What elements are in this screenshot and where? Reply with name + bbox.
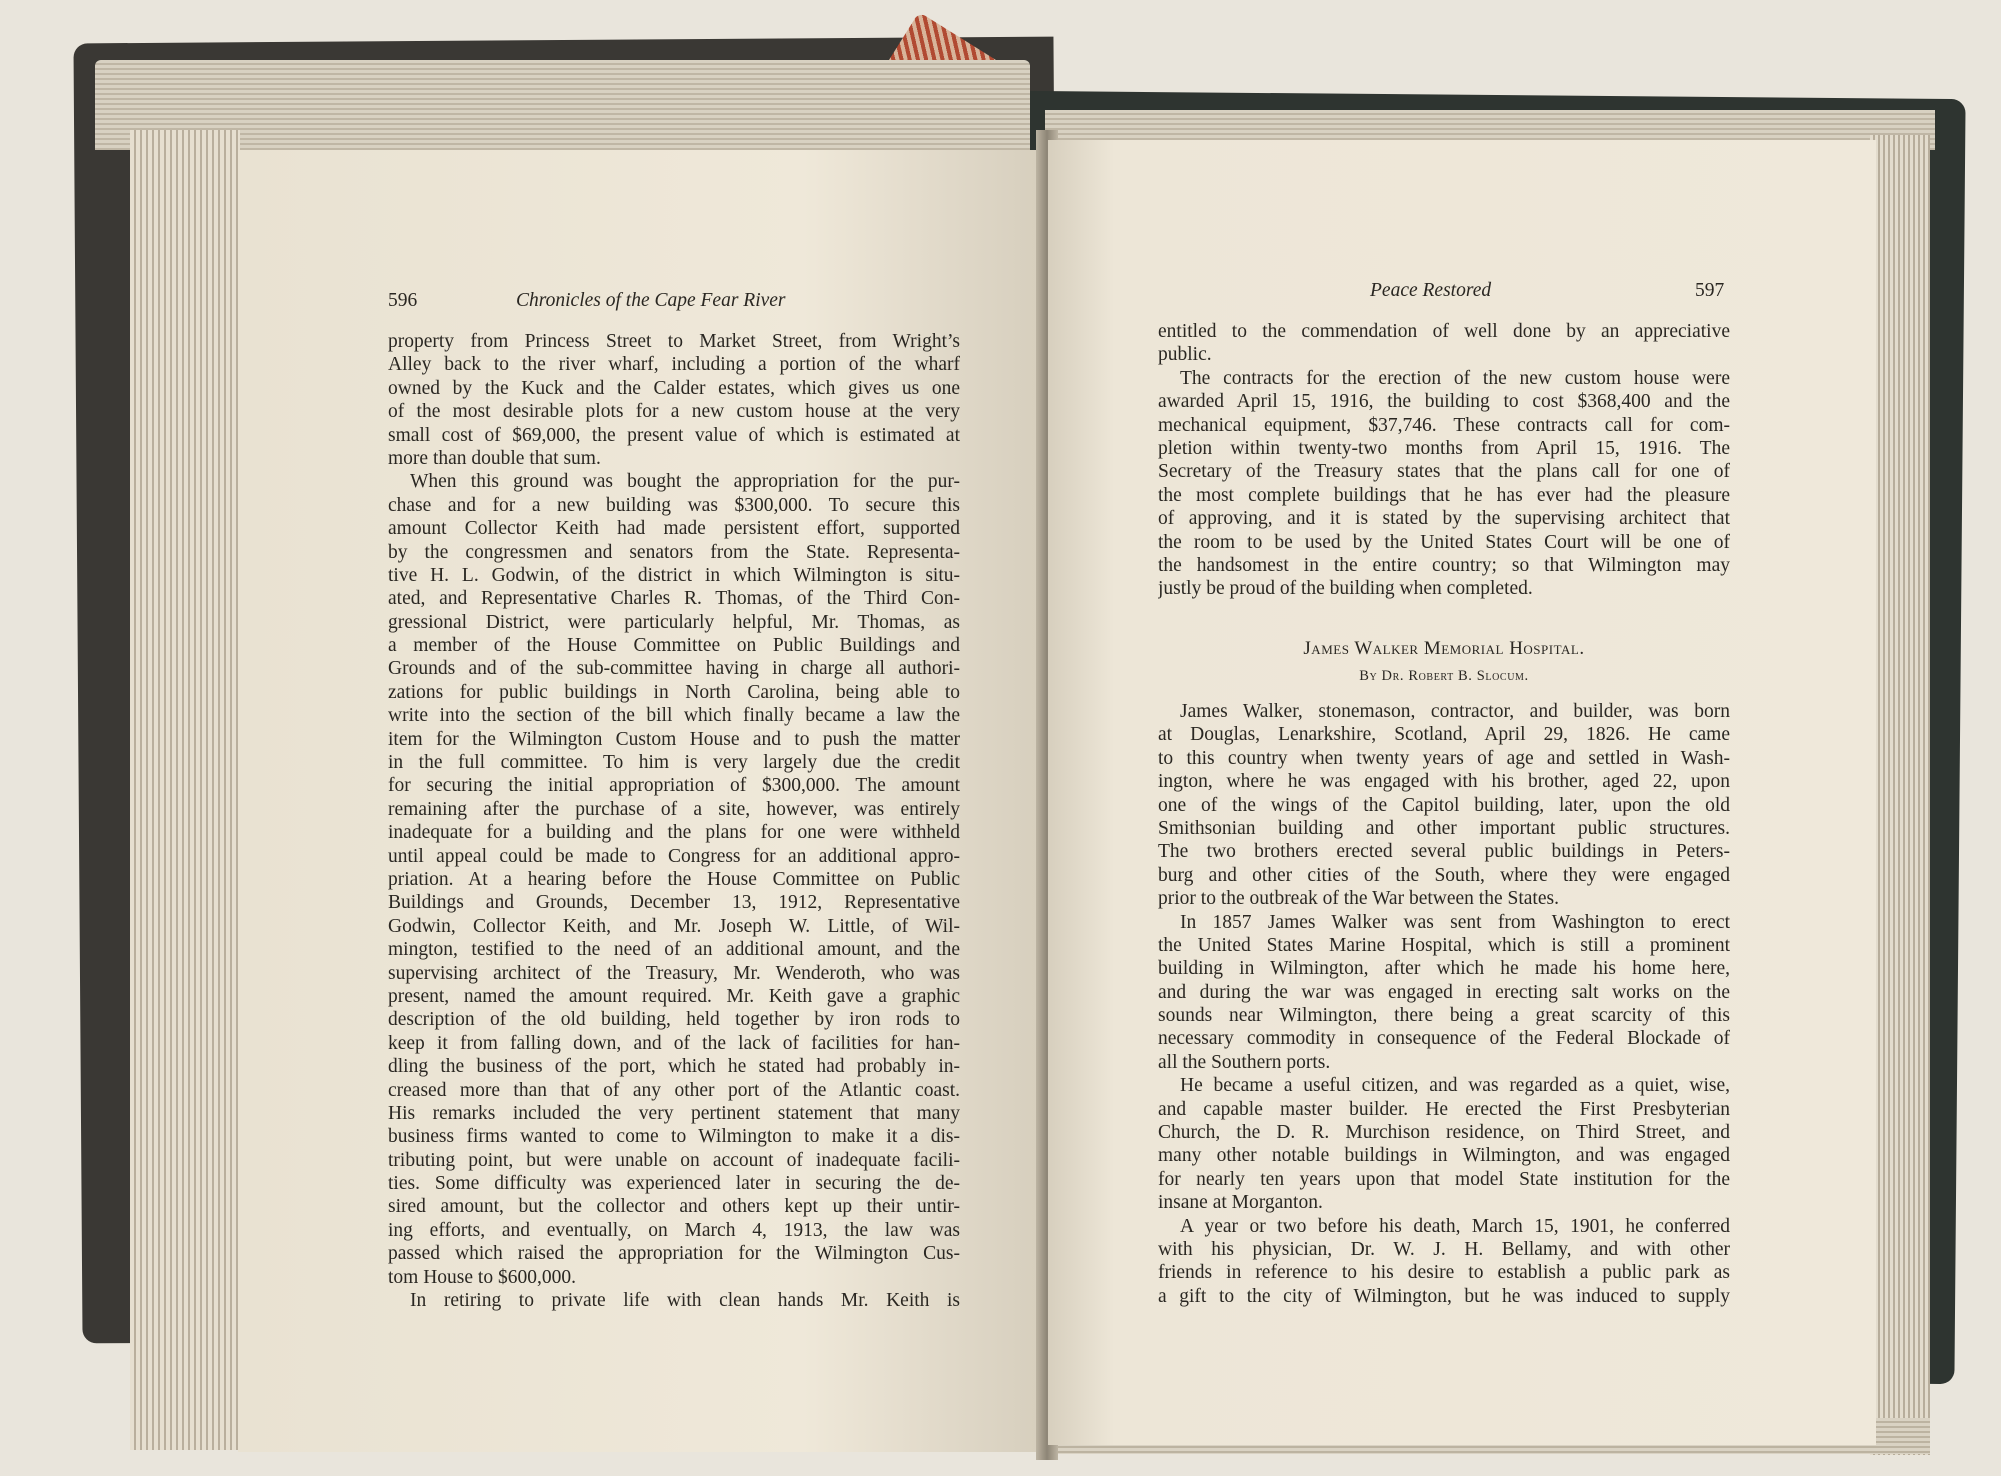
text-line: and capable master builder. He erected the First Presbyterian [1158, 1098, 1730, 1120]
body-text-bottom [1158, 700, 1730, 1308]
text-line: of the most desirable plots for a new custom house at the very [388, 401, 960, 423]
left-page [238, 150, 1046, 1452]
text-line: Godwin, Collector Keith, and Mr. Joseph W. Little, of Wil- [388, 915, 960, 937]
text-line: sounds near Wilmington, there being a great scarcity of this [1158, 1005, 1730, 1027]
text-line: many other notable buildings in Wilmington, and was engaged [1158, 1145, 1730, 1167]
text-line: description of the old building, held together by iron rods to [388, 1009, 960, 1031]
text-line: In retiring to private life with clean hands Mr. Keith is [410, 1290, 960, 1312]
text-line: creased more than that of any other port of the Atlantic coast. [388, 1079, 960, 1101]
text-line: pletion within twenty-two months from April 15, 1916. The [1158, 437, 1730, 459]
section-byline: By Dr. Robert B. Slocum. [1359, 668, 1529, 684]
text-line: tive H. L. Godwin, of the district in which Wilmington is situ- [388, 564, 960, 586]
right-page [1048, 140, 1876, 1445]
text-line: tributing point, but were unable on account of inadequate facili- [388, 1149, 960, 1171]
text-line: In 1857 James Walker was sent from Washington to erect [1180, 911, 1730, 933]
text-line: Grounds and of the sub-committee having in charge all authori- [388, 658, 960, 680]
text-line: mington, testified to the need of an additional amount, and the [388, 939, 960, 961]
text-line: inadequate for a building and the plans for one were withheld [388, 822, 960, 844]
text-line: awarded April 15, 1916, the building to cost $368,400 and the [1158, 391, 1730, 413]
page-number: 596 [388, 290, 418, 311]
text-line: public. [1158, 344, 1212, 366]
text-line: with his physician, Dr. W. J. H. Bellamy, and with other [1158, 1238, 1730, 1260]
text-line: priation. At a hearing before the House Committee on Public [388, 868, 960, 890]
text-line: Smithsonian building and other important public structures. [1158, 817, 1730, 839]
text-line: by the congressmen and senators from the State. Representa- [388, 541, 960, 563]
text-line: the most complete buildings that he has ever had the pleasure [1158, 484, 1730, 506]
text-line: ing efforts, and eventually, on March 4, 1913, the law was [388, 1219, 960, 1241]
text-line: a member of the House Committee on Public Buildings and [388, 635, 960, 657]
text-line: a gift to the city of Wilmington, but he was induced to supply [1158, 1285, 1730, 1307]
text-line: small cost of $69,000, the present value of which is estimated at [388, 424, 960, 446]
text-line: remaining after the purchase of a site, however, was entirely [388, 798, 960, 820]
text-line: property from Princess Street to Market Street, from Wright’s [388, 331, 960, 352]
text-line: mechanical equipment, $37,746. These contracts call for com- [1158, 414, 1730, 436]
text-line: owned by the Kuck and the Calder estates, which gives us one [388, 377, 960, 399]
text-line: in the full committee. To him is very largely due the credit [388, 752, 960, 774]
text-line: and during the war was engaged in erecting salt works on the [1158, 981, 1730, 1003]
text-line: at Douglas, Lenarkshire, Scotland, April 29, 1826. He came [1158, 724, 1730, 746]
text-line: sired amount, but the collector and others kept up their untir- [388, 1196, 960, 1218]
section-heading [1158, 638, 1730, 698]
page-edges-right [1870, 135, 1930, 1455]
text-line: gressional District, were particularly helpful, Mr. Thomas, as [388, 611, 960, 633]
text-line: the United States Marine Hospital, which is still a prominent [1158, 934, 1730, 956]
text-line: of approving, and it is stated by the supervising architect that [1158, 508, 1730, 530]
section-title: James Walker Memorial Hospital. [1303, 638, 1585, 659]
running-title: Peace Restored [1370, 280, 1492, 301]
text-line: chase and for a new building was $300,000. To secure this [388, 494, 960, 516]
text-line: tom House to $600,000. [388, 1266, 576, 1288]
text-line: ated, and Representative Charles R. Thomas, of the Third Con- [388, 588, 960, 610]
text-line: business firms wanted to come to Wilmington to make it a dis- [388, 1126, 960, 1148]
text-line: keep it from falling down, and of the lack of facilities for han- [388, 1032, 960, 1054]
text-line: passed which raised the appropriation for the Wilmington Cus- [388, 1243, 960, 1265]
text-line: The two brothers erected several public buildings in Peters- [1158, 841, 1730, 863]
text-line: the handsomest in the entire country; so that Wilmington may [1158, 554, 1730, 576]
text-line: prior to the outbreak of the War between the States. [1158, 888, 1559, 910]
text-line: Alley back to the river wharf, including a portion of the wharf [388, 354, 960, 376]
text-line: the room to be used by the United States Court will be one of [1158, 531, 1730, 553]
text-line: James Walker, stonemason, contractor, and builder, was born [1180, 701, 1730, 722]
text-line: necessary commodity in consequence of the Federal Blockade of [1158, 1028, 1730, 1050]
page-number: 597 [1695, 280, 1725, 301]
text-line: ties. Some difficulty was experienced later in securing the de- [388, 1173, 960, 1195]
text-line: more than double that sum. [388, 447, 601, 469]
text-line: present, named the amount required. Mr. Keith gave a graphic [388, 985, 960, 1007]
page-edges-left [130, 130, 240, 1450]
text-line: A year or two before his death, March 15, 1901, he conferred [1180, 1215, 1730, 1237]
text-line: dling the business of the port, which he stated had probably in- [388, 1056, 960, 1078]
text-line: to this country when twenty years of age and settled in Wash- [1158, 747, 1730, 769]
text-line: for nearly ten years upon that model State institution for the [1158, 1168, 1730, 1190]
text-line: Secretary of the Treasury states that the plans call for one of [1158, 461, 1730, 483]
text-line: supervising architect of the Treasury, Mr. Wenderoth, who was [388, 962, 960, 984]
text-line: all the Southern ports. [1158, 1051, 1331, 1073]
text-line: for securing the initial appropriation of $300,000. The amount [388, 775, 960, 797]
body-text [388, 330, 960, 1312]
text-line: Buildings and Grounds, December 13, 1912, Representative [388, 892, 960, 914]
body-text-top [1158, 320, 1730, 601]
text-line: amount Collector Keith had made persistent effort, supported [388, 518, 960, 540]
text-line: zations for public buildings in North Carolina, being able to [388, 681, 960, 703]
text-line: Church, the D. R. Murchison residence, on Third Street, and [1158, 1122, 1730, 1144]
text-line: When this ground was bought the appropriation for the pur- [410, 471, 960, 493]
text-line: one of the wings of the Capitol building, later, upon the old [1158, 794, 1730, 816]
text-line: write into the section of the bill which finally became a law the [388, 705, 960, 727]
text-line: His remarks included the very pertinent statement that many [388, 1102, 960, 1124]
text-line: ington, where he was engaged with his brother, aged 22, upon [1158, 771, 1730, 793]
text-line: The contracts for the erection of the new custom house were [1180, 367, 1730, 389]
text-line: building in Wilmington, after which he made his home here, [1158, 958, 1730, 980]
text-line: burg and other cities of the South, where they were engaged [1158, 864, 1730, 886]
text-line: until appeal could be made to Congress for an additional appro- [388, 845, 960, 867]
text-line: friends in reference to his desire to establish a public park as [1158, 1262, 1730, 1284]
text-line: entitled to the commendation of well done by an appreciative [1158, 321, 1730, 342]
text-line: insane at Morganton. [1158, 1192, 1323, 1214]
text-line: justly be proud of the building when completed. [1158, 578, 1533, 600]
text-line: He became a useful citizen, and was regarded as a quiet, wise, [1180, 1075, 1730, 1097]
running-title: Chronicles of the Cape Fear River [516, 290, 786, 311]
text-line: item for the Wilmington Custom House and to push the matter [388, 728, 960, 750]
